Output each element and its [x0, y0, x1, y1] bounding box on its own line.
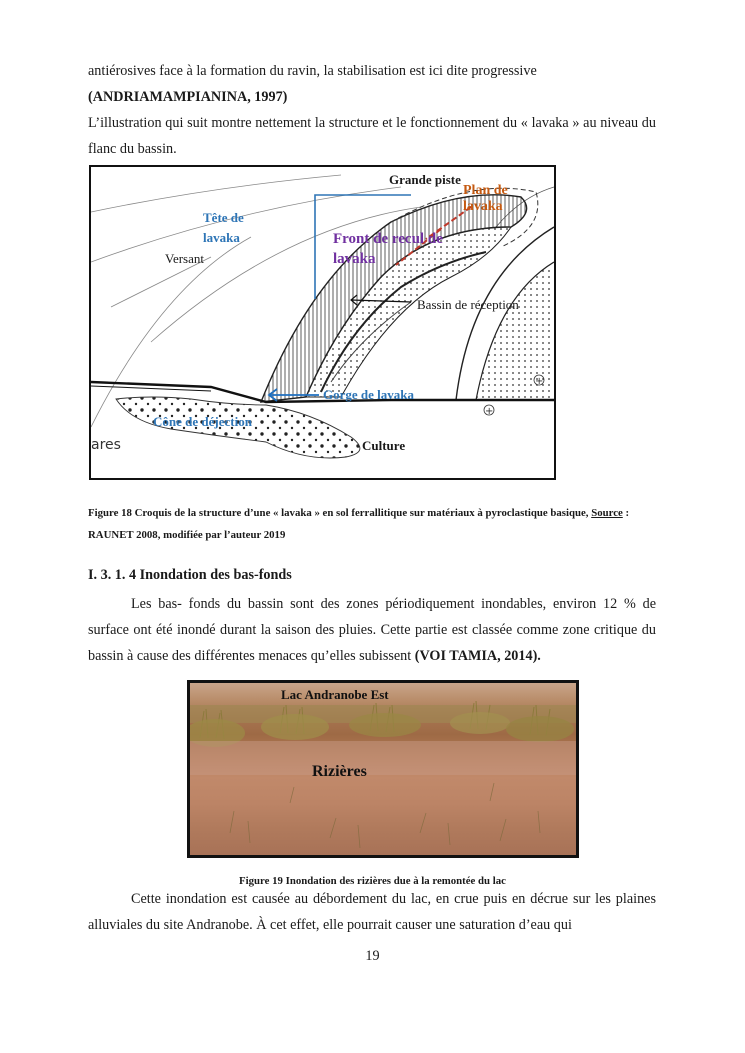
- figure-18-caption: [88, 502, 656, 546]
- figure-18-lavaka-sketch: [89, 165, 556, 480]
- label-culture: Culture: [362, 438, 406, 453]
- paragraph-1-text: antiérosives face à la formation du ravin, la stabilisation est ici dite progressive: [88, 63, 537, 79]
- label-tete-de-lavaka: Tête de lavaka: [203, 210, 244, 245]
- label-versant: Versant: [165, 251, 204, 266]
- label-front-de-recul: Front de recul de lavaka: [333, 231, 443, 267]
- label-bassin-de-reception: Bassin de réception: [417, 297, 519, 312]
- figure-19-caption: Figure 19 Inondation des rizières due à la remontée du lac: [239, 875, 506, 887]
- section-heading: I. 3. 1. 4 Inondation des bas-fonds: [88, 567, 292, 583]
- label-ares: ares: [91, 437, 121, 453]
- label-cone-de-dejection: Cône de déjection: [153, 414, 252, 429]
- paragraph-3-text: Les bas- fonds du bassin sont des zones périodiquement inondables, environ 12 % de surface ont été inondé durant la saison des pluies. Cette partie est classée comme zone critique du bassin à cause des différentes menaces qu’elles subissent: [88, 596, 656, 664]
- svg-text:+: +: [535, 376, 544, 387]
- paragraph-1: [88, 58, 656, 110]
- label-grande-piste: Grande piste: [389, 172, 461, 187]
- figure-18-caption-source: Source: [591, 507, 623, 519]
- label-lac-andranobe-est: Lac Andranobe Est: [281, 687, 389, 702]
- paragraph-2: L’illustration qui suit montre nettement la structure et le fonctionnement du « lavaka » au niveau du flanc du bassin.: [88, 115, 656, 157]
- citation-voi-tamia: (VOI TAMIA, 2014).: [414, 648, 541, 664]
- page-number: 19: [365, 948, 380, 964]
- label-rizieres: Rizières: [312, 763, 367, 780]
- figure-18-caption-rest: : RAUNET 2008, modifiée par l’auteur 2019: [88, 507, 630, 541]
- citation-andriamampianina: (ANDRIAMAMPIANINA, 1997): [88, 89, 288, 105]
- label-gorge-de-lavaka: Gorge de lavaka: [323, 387, 414, 402]
- paragraph-3: [88, 591, 656, 669]
- figure-18-caption-text: Figure 18 Croquis de la structure d’une « lavaka » en sol ferrallitique sur matériaux à pyroclastique basique,: [88, 507, 592, 519]
- svg-text:+: +: [485, 406, 494, 417]
- flood-photo-drawing: [190, 683, 576, 855]
- figure-19-photo: [187, 680, 579, 858]
- paragraph-4: Cette inondation est causée au débordement du lac, en crue puis en décrue sur les plaines alluviales du site Andranobe. À cet effet, elle pourrait causer une saturation d’eau qui: [88, 891, 656, 933]
- label-plan-de-lavaka: Plan de lavaka: [463, 183, 508, 214]
